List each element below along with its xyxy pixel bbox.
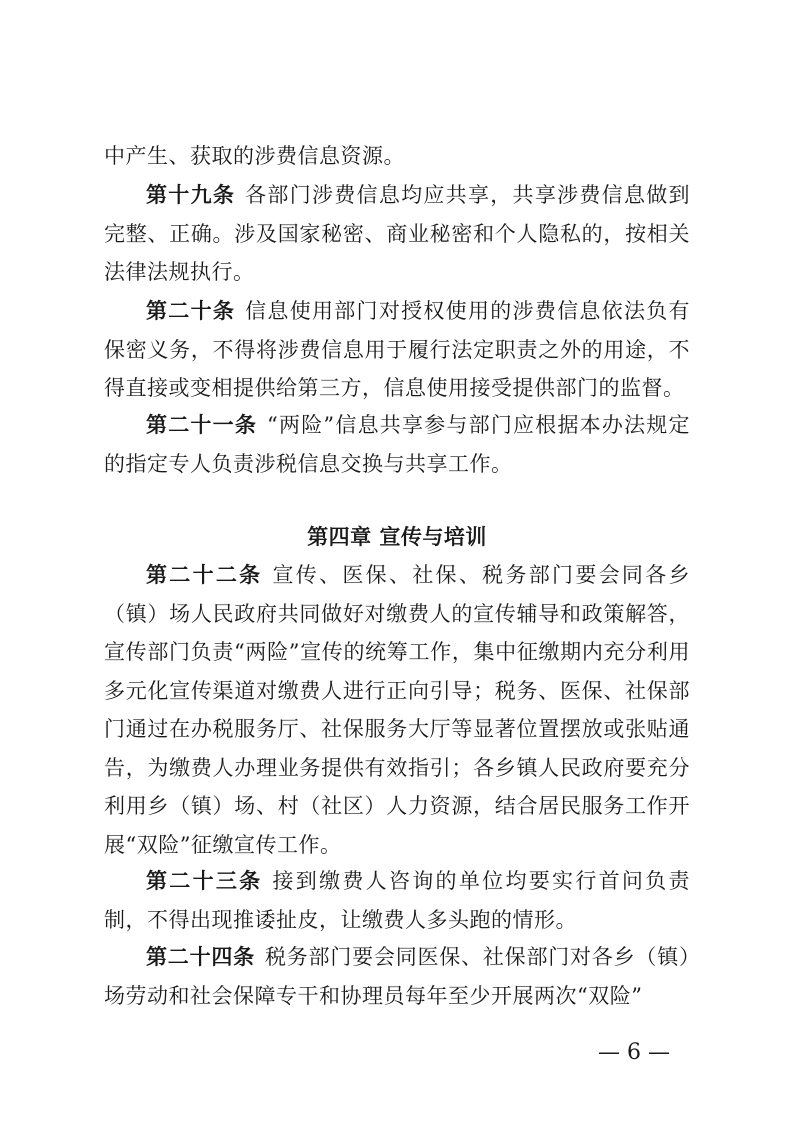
article-24 bbox=[104, 938, 690, 1015]
chapter-title: 第四章 宣传与培训 bbox=[307, 525, 487, 549]
article-text: 税务部门要会同医保、社保部门对各乡（镇）场劳动和社会保障专干和协理员每年至少开展两次“双险” bbox=[104, 945, 691, 1008]
article-heading: 第二十四条 bbox=[146, 945, 255, 969]
article-23 bbox=[104, 862, 690, 939]
article-heading: 第二十三条 bbox=[146, 869, 263, 893]
paragraph-continuation bbox=[104, 137, 690, 176]
article-heading: 第二十一条 bbox=[146, 413, 258, 437]
article-21 bbox=[104, 406, 690, 483]
article-text: 各部门涉费信息均应共享，共享涉费信息做到完整、正确。涉及国家秘密、商业秘密和个人隐私的，按相关法律法规执行。 bbox=[104, 183, 691, 284]
article-text: 接到缴费人咨询的单位均要实行首问负责制，不得出现推诿扯皮，让缴费人多头跑的情形。 bbox=[104, 869, 691, 932]
article-text: “两险”信息共享参与部门应根据本办法规定的指定专人负责涉税信息交换与共享工作。 bbox=[104, 413, 690, 476]
article-19 bbox=[104, 176, 690, 292]
article-heading: 第十九条 bbox=[146, 183, 236, 207]
page-number: — 6 — bbox=[598, 1040, 670, 1065]
article-20 bbox=[104, 292, 690, 408]
article-heading: 第二十条 bbox=[146, 299, 236, 323]
article-text: 信息使用部门对授权使用的涉费信息依法负有保密义务，不得将涉费信息用于履行法定职责之外的用途，不得直接或变相提供给第三方，信息使用接受提供部门的监督。 bbox=[104, 299, 691, 400]
article-heading: 第二十二条 bbox=[146, 563, 263, 587]
article-text: 宣传、医保、社保、税务部门要会同各乡（镇）场人民政府共同做好对缴费人的宣传辅导和政策解答，宣传部门负责“两险”宣传的统筹工作，集中征缴期内充分利用多元化宣传渠道对缴费人进行正向引导；税务、医保、社保部门通过在办税服务厅、社保服务大厅等显著位置摆放或张贴通告，为缴费人办理业务提供有效指引；各乡镇人民政府要充分利用乡（镇）场、村（社区）人力资源，结合居民服务工作开展“双险”征缴宣传工作。 bbox=[104, 563, 691, 857]
paragraph-text: 中产生、获取的涉费信息资源。 bbox=[104, 144, 405, 168]
article-22 bbox=[104, 556, 690, 864]
